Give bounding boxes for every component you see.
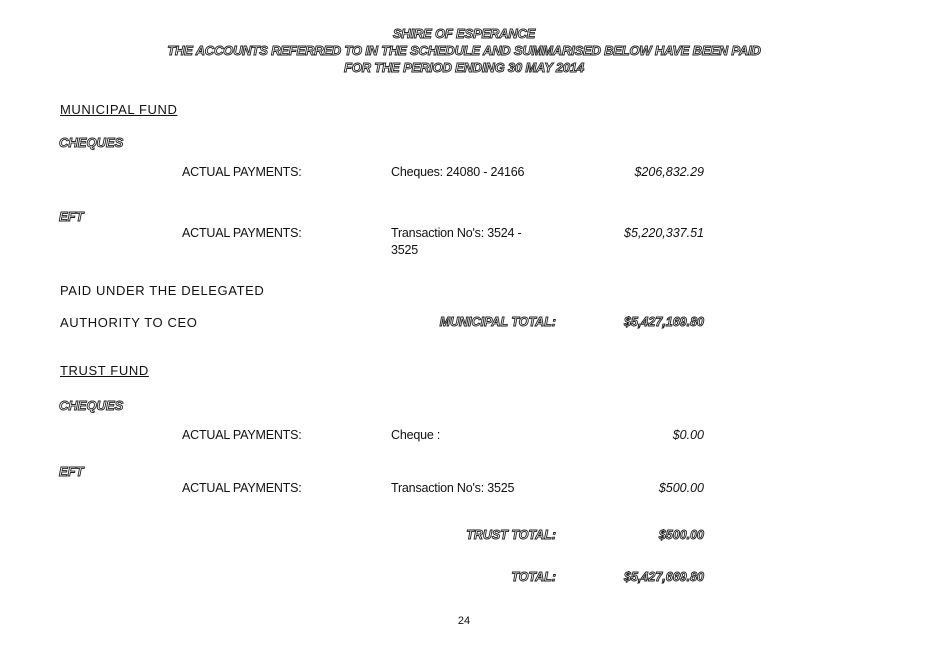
trust-cheques-amount: $0.00 — [672, 428, 704, 442]
municipal-eft-desc: Transaction No's: 3524 - — [391, 226, 522, 240]
municipal-total-amount: $5,427,169.80 — [624, 315, 704, 329]
trust-eft-heading: EFT — [59, 464, 84, 479]
municipal-cheques-heading: CHEQUES — [59, 135, 124, 150]
municipal-eft-amount: $5,220,337.51 — [624, 226, 704, 240]
municipal-eft-heading: EFT — [59, 209, 84, 224]
trust-cheques-desc: Cheque : — [391, 428, 441, 442]
municipal-fund-heading: MUNICIPAL FUND — [60, 102, 178, 117]
trust-cheques-heading: CHEQUES — [59, 398, 124, 413]
trust-cheques-label: ACTUAL PAYMENTS: — [182, 428, 302, 442]
delegated-authority-text-cont: AUTHORITY TO CEO — [60, 315, 198, 330]
municipal-cheques-label: ACTUAL PAYMENTS: — [182, 165, 302, 179]
trust-eft-label: ACTUAL PAYMENTS: — [182, 481, 302, 495]
document-title: SHIRE OF ESPERANCE — [392, 26, 536, 41]
trust-eft-amount: $500.00 — [658, 481, 704, 495]
trust-eft-desc: Transaction No's: 3525 — [391, 481, 515, 495]
municipal-cheques-amount: $206,832.29 — [634, 165, 704, 179]
grand-total-amount: $5,427,669.80 — [624, 570, 704, 584]
delegated-authority-text: PAID UNDER THE DELEGATED — [60, 283, 265, 298]
municipal-total-label: MUNICIPAL TOTAL: — [439, 315, 556, 329]
municipal-cheques-desc: Cheques: 24080 - 24166 — [391, 165, 525, 179]
municipal-eft-label: ACTUAL PAYMENTS: — [182, 226, 302, 240]
trust-fund-heading: TRUST FUND — [60, 363, 149, 378]
document-period: FOR THE PERIOD ENDING 30 MAY 2014 — [344, 60, 584, 75]
document-subtitle: THE ACCOUNTS REFERRED TO IN THE SCHEDULE AND SUMMARISED BELOW HAVE BEEN PAID — [167, 43, 761, 58]
page-number: 24 — [457, 615, 471, 627]
trust-total-amount: $500.00 — [658, 528, 704, 542]
grand-total-label: TOTAL: — [511, 570, 556, 584]
trust-total-label: TRUST TOTAL: — [466, 528, 556, 542]
municipal-eft-desc-cont: 3525 — [391, 243, 419, 257]
